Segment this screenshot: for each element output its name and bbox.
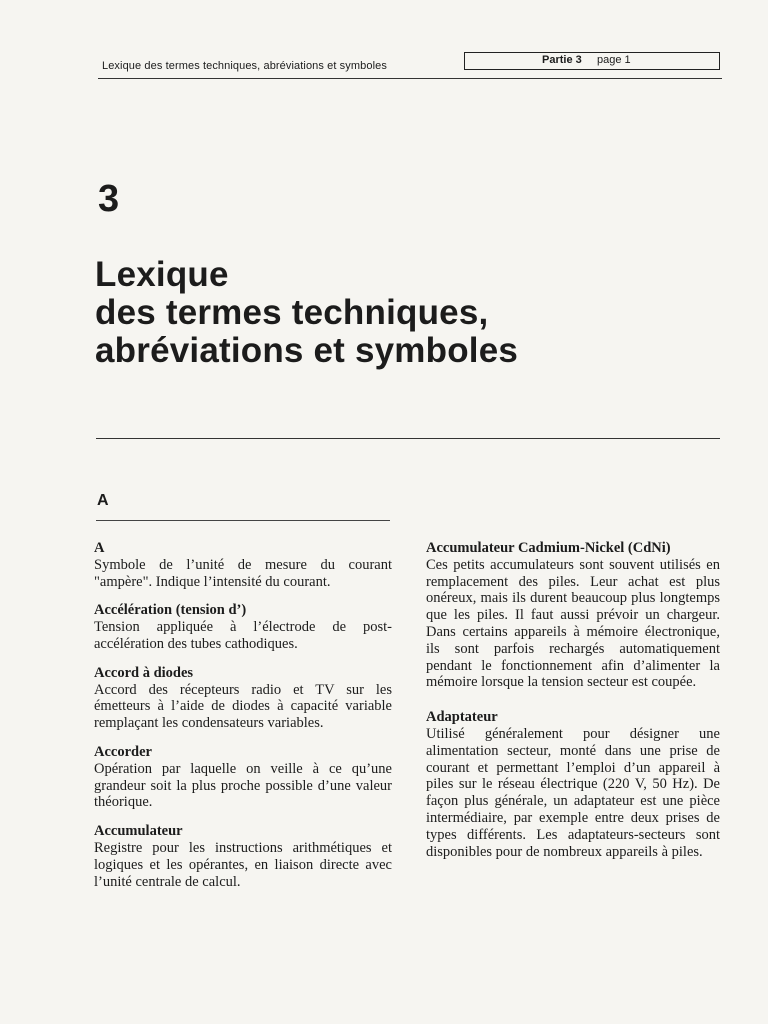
glossary-entry: [426, 540, 720, 691]
chapter-title: [95, 256, 518, 370]
chapter-divider: [96, 438, 720, 439]
glossary-entry: [94, 665, 392, 732]
glossary-term: Accélération (tension d’): [94, 602, 247, 619]
glossary-entry: [426, 709, 720, 860]
glossary-term: A: [94, 540, 105, 556]
glossary-definition: Registre pour les instructions arithmétiques et logiques et les opérantes, en liaison directe avec l’unité centrale de calcul.: [94, 839, 392, 890]
glossary-entry: [94, 602, 392, 652]
glossary-entry: [94, 744, 392, 811]
page-label: page 1: [597, 54, 631, 66]
glossary-term: Accumulateur: [94, 823, 183, 840]
glossary-definition: Utilisé généralement pour désigner une alimentation secteur, monté dans une prise de courant et permettant l’emploi d’un appareil à piles sur le réseau électrique (220 V, 50 Hz). De façon plus générale, un adaptateur est une pièce intermédiaire, par exemple entre deux prises de types différents. Les adaptateurs-secteurs sont disponibles pour de nombreux appareils à piles.: [426, 725, 720, 860]
chapter-title-line: Lexique: [95, 255, 229, 294]
chapter-number: 3: [98, 178, 120, 220]
glossary-term: Adaptateur: [426, 709, 498, 726]
glossary-definition: Tension appliquée à l’électrode de post-accélération des tubes cathodiques.: [94, 619, 392, 652]
glossary-column-left: [94, 540, 392, 902]
glossary-term: Accord à diodes: [94, 664, 194, 681]
header-divider: [98, 78, 722, 79]
glossary-definition: Accord des récepteurs radio et TV sur les émetteurs à l’aide de diodes à capacité variable remplaçant les condensateurs variables.: [94, 681, 392, 732]
glossary-entry: [94, 823, 392, 890]
glossary-term: Accorder: [94, 743, 152, 760]
glossary-definition: Symbole de l’unité de mesure du courant "ampère". Indique l’intensité du courant.: [94, 556, 392, 590]
glossary-definition: Opération par laquelle on veille à ce qu’une grandeur soit la plus proche possible d’une valeur théorique.: [94, 760, 392, 811]
page-reference-box: [464, 52, 720, 70]
chapter-title-line: des termes techniques,: [95, 293, 489, 332]
part-label: Partie 3: [542, 54, 582, 66]
running-header-title: Lexique des termes techniques, abréviations et symboles: [102, 60, 387, 72]
glossary-term: Accumulateur Cadmium-Nickel (CdNi): [426, 540, 671, 556]
glossary-definition: Ces petits accumulateurs sont souvent utilisés en remplacement des piles. Leur achat est plus onéreux, mais ils durent beaucoup plus longtemps que les piles. Il faut aussi prévoir un chargeur. Dans certains appareils à mémoire électronique, ils sont parfois rechargés automatiquement pendant le fonctionnement afin d’alimenter la mémoire lorsque la tension secteur est coupée.: [426, 556, 720, 691]
glossary-column-right: [426, 540, 720, 878]
glossary-entry: [94, 540, 392, 590]
section-letter: A: [97, 492, 109, 509]
chapter-title-line: abréviations et symboles: [95, 331, 519, 370]
section-divider: [96, 520, 390, 521]
running-header: [98, 50, 722, 80]
